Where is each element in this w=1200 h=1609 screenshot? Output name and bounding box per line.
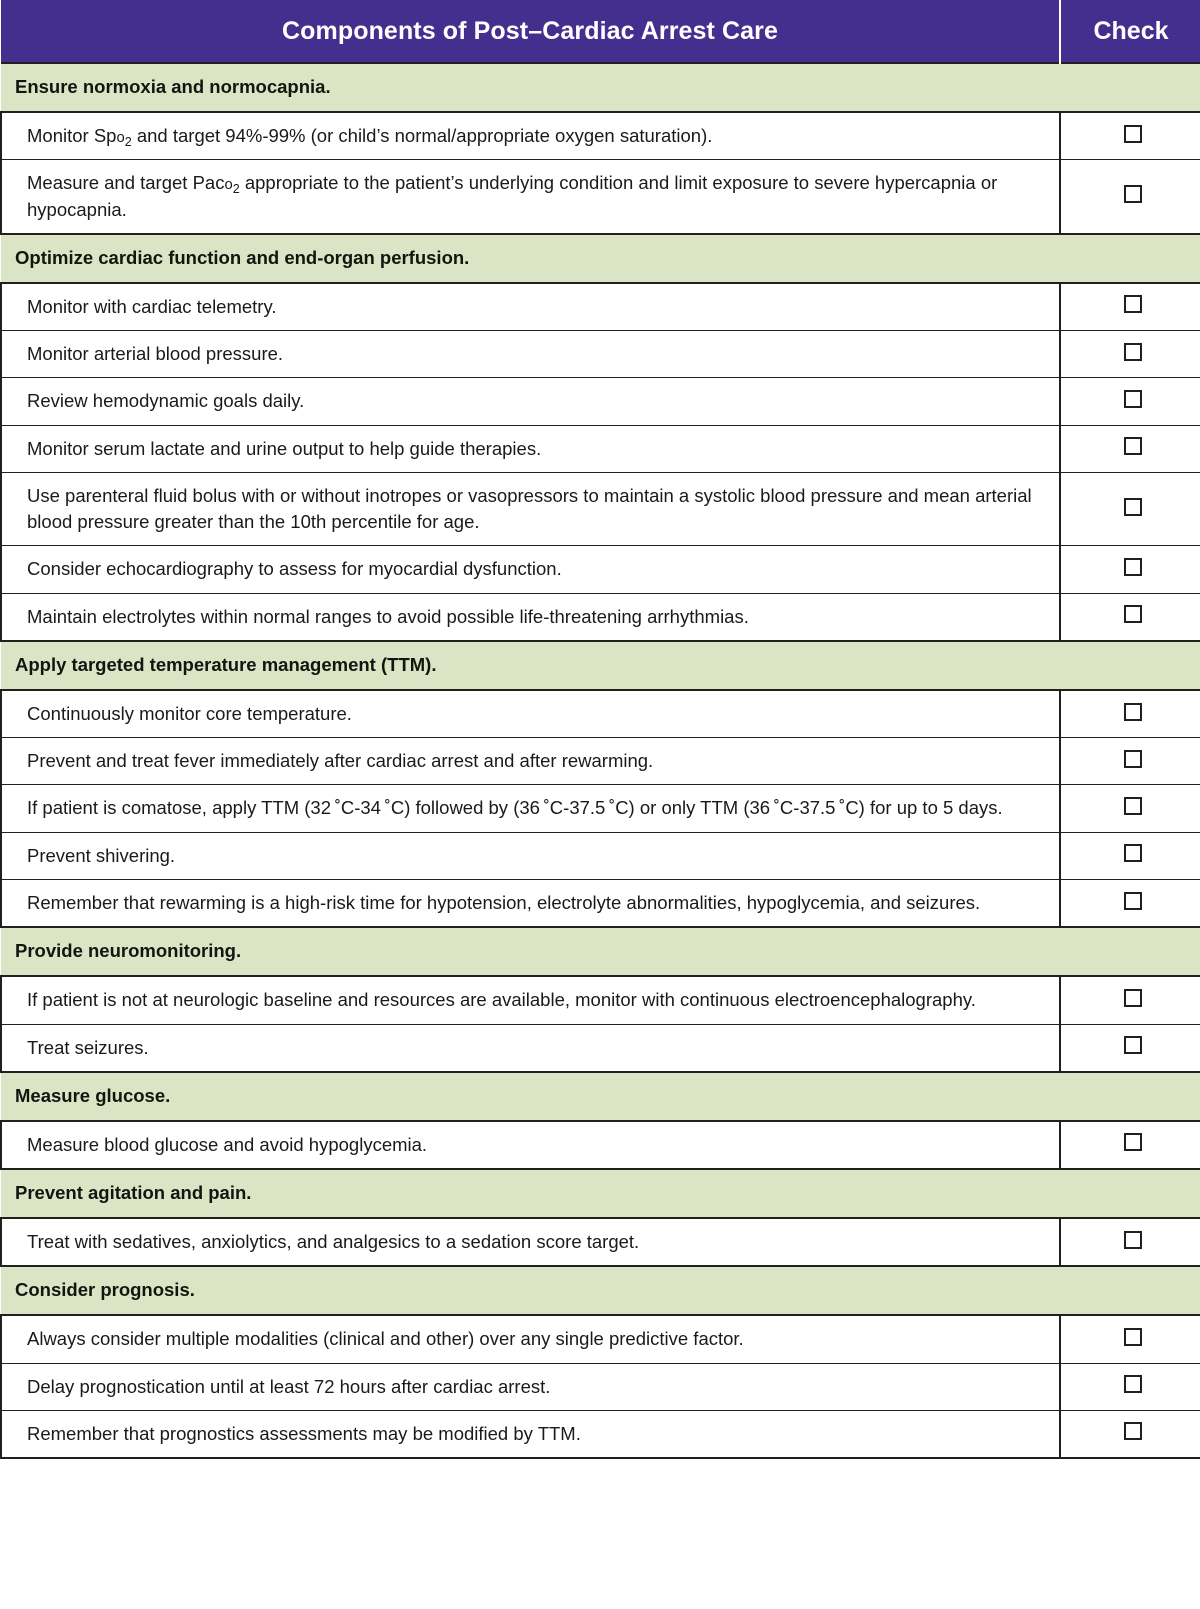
check-cell[interactable]	[1060, 879, 1200, 927]
checklist-item-row	[1, 283, 1200, 331]
check-cell[interactable]	[1060, 546, 1200, 593]
item-text-suffix: appropriate to the patient’s underlying condition and limit exposure to severe hypercapnia or hypocapnia.	[27, 172, 998, 220]
checklist-item-label: Prevent shivering.	[1, 832, 1060, 879]
checklist-item-row	[1, 1363, 1200, 1410]
checklist-item-label: Always consider multiple modalities (clinical and other) over any single predictive factor.	[1, 1315, 1060, 1363]
check-cell[interactable]	[1060, 832, 1200, 879]
checklist-item-row	[1, 1218, 1200, 1266]
check-cell[interactable]	[1060, 378, 1200, 425]
checkbox-empty-icon[interactable]	[1124, 437, 1142, 455]
checklist-item-row	[1, 738, 1200, 785]
checklist-item-label: Treat with sedatives, anxiolytics, and analgesics to a sedation score target.	[1, 1218, 1060, 1266]
checklist-item-label: Monitor with cardiac telemetry.	[1, 283, 1060, 331]
check-cell[interactable]	[1060, 160, 1200, 234]
checklist-item-row	[1, 690, 1200, 738]
checkbox-empty-icon[interactable]	[1124, 844, 1142, 862]
checklist-item-label: Monitor serum lactate and urine output to help guide therapies.	[1, 425, 1060, 472]
section-header-row	[1, 63, 1200, 112]
page-title: Components of Post–Cardiac Arrest Care	[1, 0, 1060, 63]
check-cell[interactable]	[1060, 593, 1200, 641]
checklist-item-label: Measure blood glucose and avoid hypoglycemia.	[1, 1121, 1060, 1169]
check-cell[interactable]	[1060, 1121, 1200, 1169]
check-cell[interactable]	[1060, 1024, 1200, 1072]
checklist-item-row	[1, 546, 1200, 593]
check-cell[interactable]	[1060, 1410, 1200, 1458]
check-cell[interactable]	[1060, 1363, 1200, 1410]
checklist-item-label	[1, 160, 1060, 234]
checkbox-empty-icon[interactable]	[1124, 892, 1142, 910]
checklist-item-row	[1, 425, 1200, 472]
item-text-prefix: Measure and target Pac	[27, 172, 225, 194]
checklist-item-row	[1, 879, 1200, 927]
item-text-smallcap: o	[116, 130, 125, 146]
checklist-item-label: If patient is not at neurologic baseline and resources are available, monitor with continuous electroencephalography.	[1, 976, 1060, 1024]
checklist-item-row	[1, 1121, 1200, 1169]
checklist-item-row	[1, 785, 1200, 832]
checkbox-empty-icon[interactable]	[1124, 797, 1142, 815]
checklist-item-label: Prevent and treat fever immediately after cardiac arrest and after rewarming.	[1, 738, 1060, 785]
checklist-item-label: If patient is comatose, apply TTM (32 ˚C-34 ˚C) followed by (36 ˚C-37.5 ˚C) or only TTM (36 ˚C-37.5 ˚C) for up to 5 days.	[1, 785, 1060, 832]
section-title: Prevent agitation and pain.	[1, 1169, 1200, 1218]
checklist-item-label: Consider echocardiography to assess for myocardial dysfunction.	[1, 546, 1060, 593]
check-cell[interactable]	[1060, 738, 1200, 785]
check-cell[interactable]	[1060, 1315, 1200, 1363]
checkbox-empty-icon[interactable]	[1124, 750, 1142, 768]
checkbox-empty-icon[interactable]	[1124, 185, 1142, 203]
checklist-item-label: Treat seizures.	[1, 1024, 1060, 1072]
checklist-body	[1, 63, 1200, 1458]
checkbox-empty-icon[interactable]	[1124, 1036, 1142, 1054]
checklist-item-row	[1, 976, 1200, 1024]
checklist-item-row	[1, 472, 1200, 546]
section-title: Apply targeted temperature management (TTM).	[1, 641, 1200, 690]
checkbox-empty-icon[interactable]	[1124, 1328, 1142, 1346]
checkbox-empty-icon[interactable]	[1124, 343, 1142, 361]
checkbox-empty-icon[interactable]	[1124, 390, 1142, 408]
checkbox-empty-icon[interactable]	[1124, 558, 1142, 576]
checkbox-empty-icon[interactable]	[1124, 1133, 1142, 1151]
check-cell[interactable]	[1060, 785, 1200, 832]
checkbox-empty-icon[interactable]	[1124, 703, 1142, 721]
checklist-item-row	[1, 331, 1200, 378]
section-header-row	[1, 1169, 1200, 1218]
check-cell[interactable]	[1060, 331, 1200, 378]
checkbox-empty-icon[interactable]	[1124, 605, 1142, 623]
checkbox-empty-icon[interactable]	[1124, 125, 1142, 143]
section-header-row	[1, 641, 1200, 690]
item-text-smallcap: o	[224, 177, 233, 194]
check-cell[interactable]	[1060, 472, 1200, 546]
check-cell[interactable]	[1060, 112, 1200, 160]
checklist-item-label: Use parenteral fluid bolus with or without inotropes or vasopressors to maintain a systolic blood pressure and mean arterial blood pressure greater than the 10th percentile for age.	[1, 472, 1060, 546]
check-cell[interactable]	[1060, 425, 1200, 472]
check-cell[interactable]	[1060, 976, 1200, 1024]
check-column-header: Check	[1060, 0, 1200, 63]
checklist-item-label: Maintain electrolytes within normal ranges to avoid possible life-threatening arrhythmias.	[1, 593, 1060, 641]
check-cell[interactable]	[1060, 1218, 1200, 1266]
item-text-prefix: Monitor Sp	[27, 125, 117, 146]
checkbox-empty-icon[interactable]	[1124, 1231, 1142, 1249]
item-text-suffix: and target 94%-99% (or child’s normal/appropriate oxygen saturation).	[131, 125, 713, 146]
section-title: Optimize cardiac function and end-organ perfusion.	[1, 234, 1200, 283]
section-title: Provide neuromonitoring.	[1, 927, 1200, 976]
item-text-subscript: 2	[232, 181, 240, 196]
checklist-item-label: Monitor arterial blood pressure.	[1, 331, 1060, 378]
checklist-item-label: Remember that rewarming is a high-risk time for hypotension, electrolyte abnormalities, hypoglycemia, and seizures.	[1, 879, 1060, 927]
checkbox-empty-icon[interactable]	[1124, 295, 1142, 313]
checklist-item-row	[1, 1315, 1200, 1363]
checkbox-empty-icon[interactable]	[1124, 498, 1142, 516]
checklist-item-row	[1, 1024, 1200, 1072]
check-cell[interactable]	[1060, 283, 1200, 331]
section-header-row	[1, 927, 1200, 976]
checkbox-empty-icon[interactable]	[1124, 989, 1142, 1007]
table-header-row	[1, 0, 1200, 63]
checklist-item-label: Remember that prognostics assessments may be modified by TTM.	[1, 1410, 1060, 1458]
checkbox-empty-icon[interactable]	[1124, 1375, 1142, 1393]
checklist-item-row	[1, 378, 1200, 425]
checklist-item-label	[1, 112, 1060, 160]
section-title: Measure glucose.	[1, 1072, 1200, 1121]
section-title: Ensure normoxia and normocapnia.	[1, 63, 1200, 112]
section-header-row	[1, 1266, 1200, 1315]
checklist-item-row	[1, 593, 1200, 641]
section-header-row	[1, 1072, 1200, 1121]
checklist-item-row	[1, 1410, 1200, 1458]
checklist-item-label: Delay prognostication until at least 72 hours after cardiac arrest.	[1, 1363, 1060, 1410]
checkbox-empty-icon[interactable]	[1124, 1422, 1142, 1440]
checklist-item-row	[1, 112, 1200, 160]
checklist-item-label: Review hemodynamic goals daily.	[1, 378, 1060, 425]
section-title: Consider prognosis.	[1, 1266, 1200, 1315]
checklist-item-row	[1, 832, 1200, 879]
checklist-item-row	[1, 160, 1200, 234]
checklist-item-label: Continuously monitor core temperature.	[1, 690, 1060, 738]
check-cell[interactable]	[1060, 690, 1200, 738]
item-text-subscript: 2	[124, 134, 132, 149]
section-header-row	[1, 234, 1200, 283]
